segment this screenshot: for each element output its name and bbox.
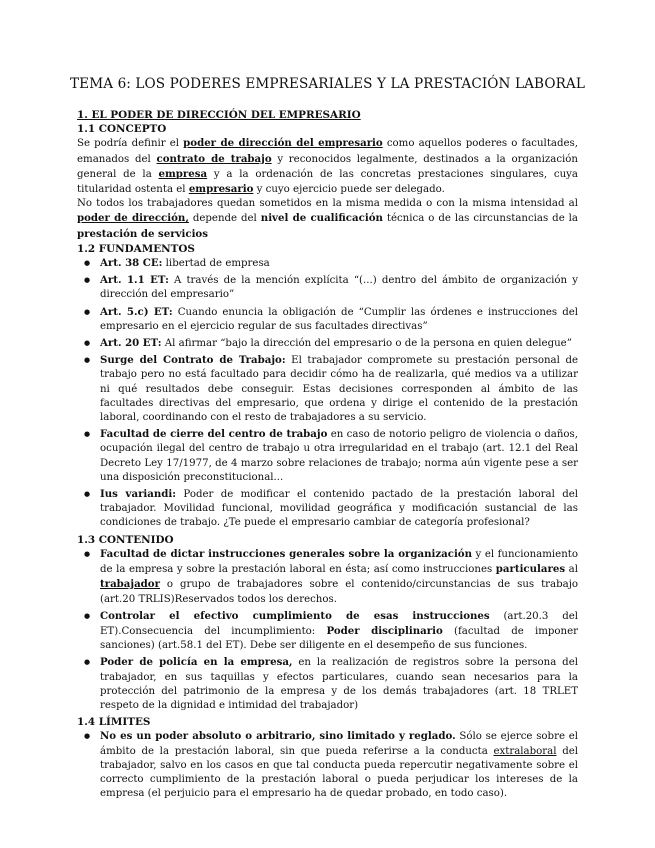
subsection-heading-limites: 1.4 LÍMITES [77,716,151,729]
list-item: ● Art. 1.1 ET: A través de la mención explícita “(...) dentro del ámbito de organización y dirección del empresario” [100,273,578,302]
list-item: ● No es un poder absoluto o arbitrario, sino limitado y reglado. Sólo se ejerce sobre el ámbito de la prestación laboral, sin que pueda referirse a la conducta extralaboral del trabajador, salvo en los casos en que tal conducta pueda repercutir negativamente sobre el correcto cumplimiento de la prestación laboral o pueda perjudicar los intereses de la empresa (el perjuicio para el empresario ha de quedar probado, en todo caso). [100,729,578,801]
subsection-heading-fundamentos: 1.2 FUNDAMENTOS [77,242,195,255]
fundamentos-list [77,256,578,531]
list-item: ● Controlar el efectivo cumplimiento de esas instrucciones (art.20.3 del ET).Consecuencia del incumplimiento: Poder disciplinario (facultad de imponer sanciones) (art.58.1 del ET). Debe ser diligente en el desempeño de sus funciones. [100,609,578,654]
list-item: ● Art. 20 ET: Al afirmar “bajo la dirección del empresario o de la persona en quien delegue” [100,336,578,351]
list-item: ● Facultad de dictar instrucciones generales sobre la organización y el funcionamiento de la empresa y sobre la prestación laboral en ésta; así como instrucciones particulares al trabajador o grupo de trabajadores sobre el contenido/circunstancias de sus trabajo (art.20 TRLIS)Reservados todos los derechos. [100,547,578,607]
document-body [77,108,578,803]
contenido-list [77,547,578,713]
list-item: ● Poder de policía en la empresa, en la realización de registros sobre la persona del trabajador, en sus taquillas y efectos particulares, cuando sean necesarios para la protección del patrimonio de la empresa y de los demás trabajadores (art. 18 TRLET respeto de la dignidad e intimidad del trabajador) [100,655,578,713]
section-heading: 1. EL PODER DE DIRECCIÓN DEL EMPRESARIO [77,109,361,121]
page-title: TEMA 6: LOS PODERES EMPRESARIALES Y LA PRESTACIÓN LABORAL [70,76,585,92]
list-item: ● Ius variandi: Poder de modificar el contenido pactado de la prestación laboral del trabajador. Movilidad funcional, movilidad geográfica y modificación sustancial de las condiciones de trabajo. ¿Te puede el empresario cambiar de categoría profesional? [100,487,578,531]
list-item: ● Surge del Contrato de Trabajo: El trabajador compromete su prestación personal de trabajo pero no está facultado para decidir cómo ha de realizarla, qué medios va a utilizar ni qué resultados debe conseguir. Estas decisiones corresponden al ámbito de las facultades directivas del empresario, que ordena y dirige el contenido de la prestación laboral, coordinando con el resto de trabajadores a su servicio. [100,353,578,425]
concepto-paragraph-1: Se podría definir el poder de dirección del empresario como aquellos poderes o facultades, emanados del contrato de trabajo y reconocidos legalmente, destinados a la organización general de la empresa y a la ordenación de las concretas prestaciones singulares, cuya titularidad ostenta el empresario y cuyo ejercicio puede ser delegado. [77,137,578,196]
list-item: ● Art. 38 CE: libertad de empresa [100,256,578,271]
limites-list [77,729,578,801]
subsection-heading-contenido: 1.3 CONTENIDO [77,533,174,546]
list-item: ● Facultad de cierre del centro de trabajo en caso de notorio peligro de violencia o daños, ocupación ilegal del centro de trabajo u otra irregularidad en el trabajo (art. 12.1 del Real Decreto Ley 17/1977, de 4 marzo sobre relaciones de trabajo; norma aún vigente pese a ser una disposición preconstitucional... [100,427,578,485]
concepto-paragraph-2: No todos los trabajadores quedan sometidos en la misma medida o con la misma intensidad al poder de dirección, depende del nivel de cualificación técnica o de las circunstancias de la prestación de servicios [77,198,579,240]
list-item: ● Art. 5.c) ET: Cuando enuncia la obligación de “Cumplir las órdenes e instrucciones del empresario en el ejercicio regular de sus facultades directivas” [100,305,578,334]
subsection-heading-concepto: 1.1 CONCEPTO [77,123,167,136]
